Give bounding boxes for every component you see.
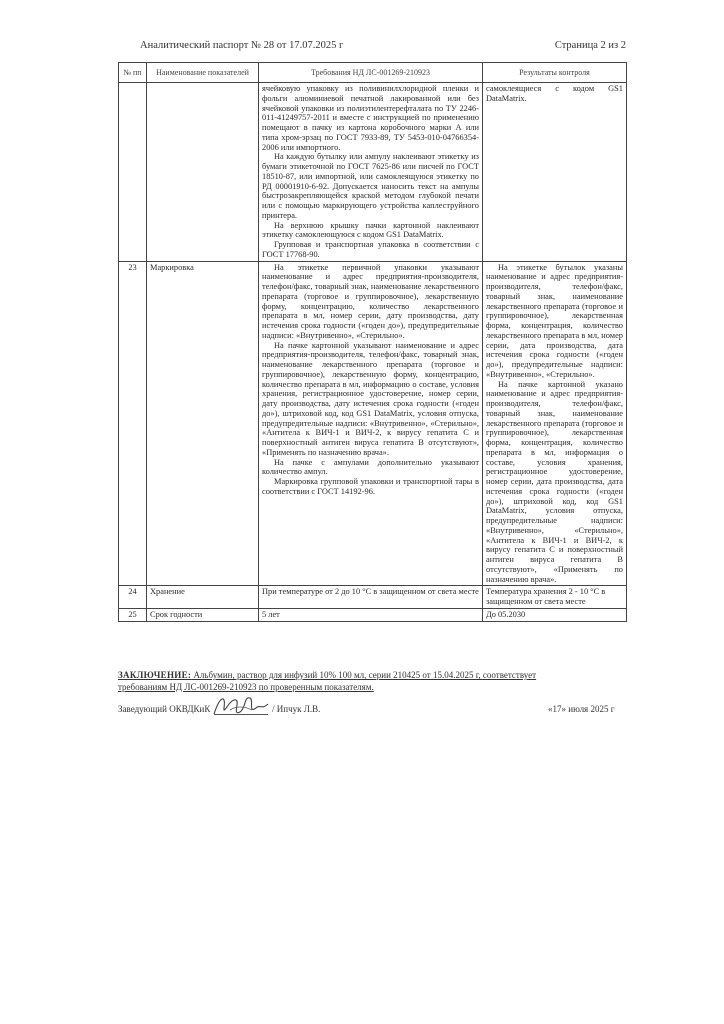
- cell-name: Хранение: [147, 586, 259, 609]
- cell-result: [483, 83, 627, 262]
- signer-role: Заведующий ОКВДКиК: [118, 704, 211, 714]
- signer-name: / Ипчук Л.В.: [272, 704, 321, 714]
- result-paragraph: На пачке картонной указано наименование и адрес предприятия-производителя, телефон/факс, товарный знак, наименование лекарственного препарата (торговое и группировочное), лекарственная форма, концентрация, количество препарата в мл, информация о составе, условия хранения, регистрационное удостоверение, номер серии, дата производства, дата истечения срока годности («годен до»), штриховой код, код GS1 DataMatrix, условия отпуска, предупредительные надписи: «Внутривенно», «Стерильно», «Антитела к ВИЧ-1 и ВИЧ-2, к вирусу гепатита С и поверхностный антиген вируса гепатита В отсутствуют», «Применять по назначению врача».: [486, 379, 623, 584]
- table-row: [119, 608, 627, 621]
- requirement-paragraph: На пачке картонной указывают наименование и адрес предприятия-производителя, телефон/факс, товарный знак, наименование лекарственного препарата (торговое и группировочное), лекарственную форму, концентрацию, количество препарата в мл, информацию о составе, условия хранения, регистрационное удостоверение, номер серии, дату производства, дату истечения срока годности («годен до»), штриховой код, код GS1 DataMatrix, условия отпуска, предупредительные надписи: «Внутривенно», «Стерильно», «Антитела к ВИЧ-1 и ВИЧ-2, к вирусу гепатита С и поверхностный антиген вируса гепатита В отсутствуют», «Применять по назначению врача».: [262, 340, 479, 457]
- conclusion-line-1: [118, 670, 536, 680]
- cell-requirements: При температуре от 2 до 10 °С в защищенном от света месте: [259, 586, 483, 609]
- table-row: [119, 261, 627, 586]
- conclusion: [118, 669, 626, 693]
- results-table: [118, 62, 627, 622]
- document-title: Аналитический паспорт № 28 от 17.07.2025 г: [140, 40, 344, 51]
- col-header-results: Результаты контроля: [483, 63, 627, 83]
- cell-num: 25: [119, 608, 147, 621]
- cell-result: До 05.2030: [483, 608, 627, 621]
- cell-result: Температура хранения 2 - 10 °С в защищенном от света месте: [483, 586, 627, 609]
- cell-num: [119, 83, 147, 262]
- conclusion-text: Альбумин, раствор для инфузий 10% 100 мл, серии 210425 от 15.04.2025 г, соответствует: [191, 670, 537, 680]
- col-header-requirements: Требования НД ЛС-001269-210923: [259, 63, 483, 83]
- result-paragraph: самоклеящиеся с кодом GS1 DataMatrix.: [486, 84, 623, 103]
- cell-name: [147, 83, 259, 262]
- conclusion-label: ЗАКЛЮЧЕНИЕ:: [118, 670, 192, 680]
- cell-requirements: [259, 83, 483, 262]
- conclusion-line-2: требованиям НД ЛС-001269-210923 по проверенным показателям.: [118, 682, 374, 693]
- cell-result: [483, 261, 627, 586]
- requirement-paragraph: На этикетке первичной упаковки указывают наименование и адрес предприятия-производителя, телефон/факс, товарный знак, наименование лекарственного препарата (торговое и группировочное), лекарственную форму, концентрацию, количество лекарственного препарата в мл, номер серии, дату производства, дату истечения срока годности («годен до»), предупредительные надписи: «Внутривенно», «Стерильно».: [262, 262, 479, 340]
- col-header-num: № пп: [119, 63, 147, 83]
- requirement-paragraph: Групповая и транспортная упаковка в соответствии с ГОСТ 17768-90.: [262, 240, 479, 259]
- cell-num: 23: [119, 261, 147, 586]
- cell-requirements: [259, 261, 483, 586]
- handwritten-signature-icon: [210, 690, 272, 722]
- page-number: Страница 2 из 2: [554, 40, 626, 51]
- result-paragraph: На этикетке бутылок указаны наименование и адрес предприятия-производителя, телефон/факс, товарный знак, наименование лекарственного препарата (торговое и группировочное), лекарственная форма, концентрация, количество лекарственного препарата в мл, номер серии, дата производства, дата истечения срока годности («годен до»), предупредительные надписи: «Внутривенно», «Стерильно».: [486, 262, 623, 379]
- cell-requirements: 5 лет: [259, 608, 483, 621]
- cell-name: Срок годности: [147, 608, 259, 621]
- requirement-paragraph: ячейковую упаковку из поливинилхлоридной пленки и фольги алюминиевой печатной лакированной или без ячейковой упаковки из полиэтилентерефталата по ТУ 2246-011-41249757-2011 и вместе с инструкцией по применению помещают в пачку из картона коробочного марки А или типа хром-эрзац по ГОСТ 7933-89, ТУ 5453-010-04766354-2006 или импортного.: [262, 84, 479, 152]
- requirement-paragraph: На каждую бутылку или ампулу наклеивают этикетку из бумаги этикеточной по ГОСТ 7625-86 или писчей по ГОСТ 18510-87, или импортной, или самоклеящуюся этикетку по РД 00001910-6-92. Допускается наносить текст на ампулы быстрозакрепляющейся краской методом глубокой печати или с помощью маркирующего устройства каплеструйного принтера.: [262, 152, 479, 220]
- table-header-row: [119, 63, 627, 83]
- requirement-paragraph: Маркировка групповой упаковки и транспортной тары в соответствии с ГОСТ 14192-96.: [262, 477, 479, 496]
- col-header-name: Наименование показателей: [147, 63, 259, 83]
- cell-name: Маркировка: [147, 261, 259, 586]
- cell-num: 24: [119, 586, 147, 609]
- table-row: [119, 586, 627, 609]
- signature-date: «17» июля 2025 г: [548, 704, 615, 714]
- table-row: [119, 83, 627, 262]
- requirement-paragraph: На верхнюю крышку пачки картонной наклеивают этикетку самоклеющуюся с кодом GS1 DataMatrix.: [262, 220, 479, 240]
- requirement-paragraph: На пачке с ампулами дополнительно указывают количество ампул.: [262, 457, 479, 477]
